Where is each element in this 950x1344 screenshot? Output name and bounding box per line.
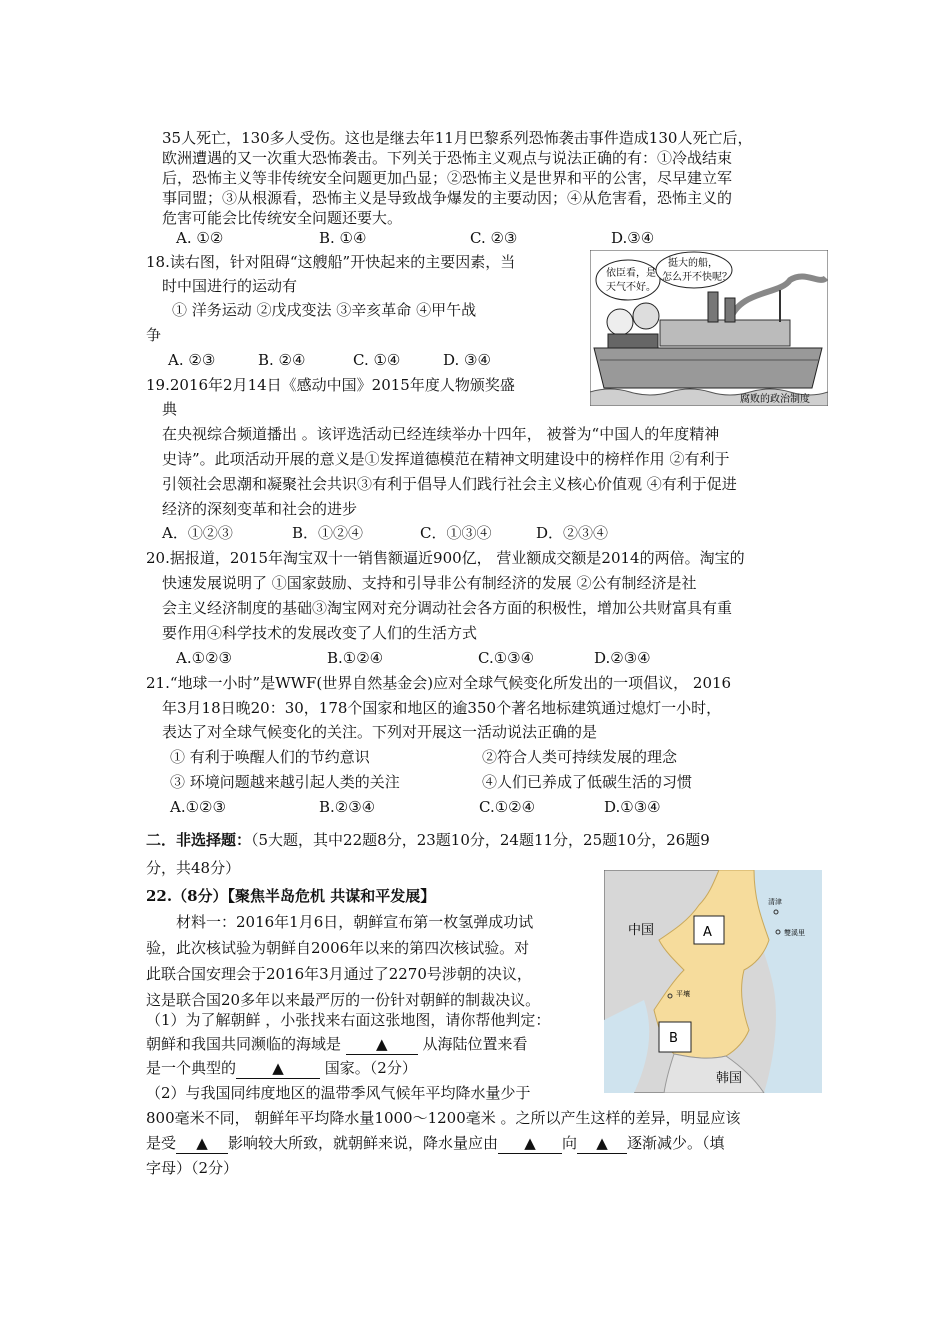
label-korea: 韩国 (716, 1071, 743, 1086)
q22-sub1-text: 朝鲜和我国共同濒临的海域是 (146, 1035, 346, 1053)
q19-line: 19.2016年2月14日《感动中国》2015年度人物颁奖盛 (146, 376, 515, 394)
q19-line: 在央视综合频道播出 。该评选活动已经连续举办十四年， 被誉为“中国人的年度精神 (162, 425, 720, 443)
ship-deck (660, 320, 790, 346)
korea-map (604, 870, 822, 1093)
q21-line: 年3月18日晚20：30，178个国家和地区的逾350个著名地标建筑通过熄灯一小时， (162, 699, 722, 717)
q17-line: 危害可能会比传统安全问题还要大。 (162, 209, 403, 227)
option-a[interactable]: A. ①② (176, 229, 224, 247)
ship-hull (594, 348, 822, 388)
q22-material-line: 这是联合国20多年以来最严厉的一份针对朝鲜的制裁决议。 (146, 991, 541, 1009)
option-b[interactable]: B.②③④ (319, 798, 376, 816)
q22-sub2-text: 逐渐减少。（填 (627, 1134, 725, 1152)
q21-statement: ① 有利于唤醒人们的节约意识 (170, 748, 370, 766)
q19-line: 经济的深刻变革和社会的进步 (162, 500, 358, 518)
q22-sub1-text: 是一个典型的 (146, 1059, 237, 1077)
ship-funnel-icon (725, 298, 735, 322)
city-label: 清津 (768, 898, 782, 906)
q17-line: 事同盟；③从根源看，恐怖主义是导致战争爆发的主要动因；④从危害看，恐怖主义的 (162, 189, 733, 207)
option-c[interactable]: C.①③④ (478, 649, 535, 667)
section2-line2: 分，共48分） (146, 859, 241, 877)
option-d[interactable]: D.②③④ (594, 649, 651, 667)
answer-blank[interactable]: ▲ (577, 1133, 627, 1154)
q22-sub2-line4: 字母）（2分） (146, 1159, 239, 1177)
q22-material-line: 验，此次核试验为朝鲜自2006年以来的第四次核试验。对 (146, 939, 530, 957)
option-a[interactable]: A. ②③ (168, 351, 216, 369)
q22-sub2-line1: （2）与我国同纬度地区的温带季风气候年平均降水量少于 (146, 1084, 531, 1102)
bubble-left-line1: 依臣看，是 (606, 268, 656, 279)
answer-blank[interactable]: ▲ (236, 1058, 320, 1079)
q22-sub1-text: 国家。（2分） (320, 1059, 417, 1077)
section2-desc: （5大题，其中22题8分，23题10分，24题11分，25题10分，26题9 (251, 831, 710, 849)
q22-sub1-line1: （1）为了解朝鲜 ，小张找来右面这张地图，请你帮他判定： (146, 1011, 551, 1029)
q20-line: 20.据报道，2015年淘宝双十一销售额逼近900亿， 营业额成交额是2014的两倍。淘宝的 (146, 549, 745, 567)
q17-line: 35人死亡，130多人受伤。这也是继去年11月巴黎系列恐怖袭击事件造成130人死亡后， (162, 129, 753, 147)
option-b[interactable]: B. ②④ (258, 351, 306, 369)
q21-statement: ③ 环境问题越来越引起人类的关注 (170, 773, 400, 791)
option-a[interactable]: A.①②③ (170, 798, 226, 816)
ship-funnel-icon (708, 292, 718, 322)
option-a[interactable]: A.①②③ (176, 649, 232, 667)
q21-statement: ④人们已养成了低碳生活的习惯 (482, 773, 693, 791)
option-d[interactable]: D.③④ (611, 229, 655, 247)
city-label: 雙溪里 (784, 929, 805, 937)
q22-sub2-line2: 800毫米不同， 朝鲜年平均降水量1000～1200毫米 。之所以产生这样的差异，明显应该 (146, 1109, 741, 1127)
answer-blank[interactable]: ▲ (346, 1034, 418, 1055)
figure-head-icon (633, 303, 659, 329)
option-c[interactable]: C．①③④ (420, 524, 492, 542)
q21-line: 表达了对全球气候变化的关注。下列对开展这一活动说法正确的是 (162, 723, 598, 741)
q22-sub2-text: 是受 (146, 1134, 177, 1152)
q22-sub1-line3 (146, 1058, 417, 1079)
q22-material-line: 此联合国安理会于2016年3月通过了2270号涉朝的决议， (146, 965, 532, 983)
ship-cartoon (590, 250, 828, 406)
option-c[interactable]: C.①②④ (479, 798, 536, 816)
figure-head-icon (607, 309, 633, 335)
answer-blank[interactable]: ▲ (176, 1133, 228, 1154)
option-b[interactable]: B. ①④ (319, 229, 367, 247)
q21-statement: ②符合人类可持续发展的理念 (482, 748, 678, 766)
section2-title: 二．非选择题： (146, 831, 252, 849)
option-d[interactable]: D.①③④ (604, 798, 661, 816)
option-d[interactable]: D. ③④ (443, 351, 491, 369)
q18-line: 18.读右图，针对阻碍“这艘船”开快起来的主要因素，当 (146, 253, 516, 271)
region-a-label: A (703, 925, 712, 940)
option-a[interactable]: A．①②③ (162, 524, 233, 542)
q22-sub2-text: 影响较大所致，就朝鲜来说，降水量应由 (228, 1134, 499, 1152)
q17-line: 欧洲遭遇的又一次重大恐怖袭击。下列关于恐怖主义观点与说法正确的有：①冷战结束 (162, 149, 733, 167)
q20-line: 要作用④科学技术的发展改变了人们的生活方式 (162, 624, 478, 642)
q22-sub2-line3 (146, 1133, 725, 1154)
hull-label: 腐败的政治制度 (740, 394, 810, 405)
city-label: 平壤 (676, 990, 690, 998)
q22-sub1-text: 从海陆位置来看 (417, 1035, 528, 1053)
option-d[interactable]: D．②③④ (536, 524, 609, 542)
q22-theme: 【聚焦半岛危机 共谋和平发展】 (227, 887, 436, 905)
q22-score: 22.（8分） (146, 887, 228, 905)
q18-line: 时中国进行的运动有 (162, 277, 298, 295)
q19-line: 典 (162, 400, 178, 418)
option-c[interactable]: C. ①④ (353, 351, 401, 369)
q21-line: 21.“地球一小时”是WWF(世界自然基金会)应对全球气候变化所发出的一项倡议， 2016 (146, 674, 732, 692)
speech-bubble-left (596, 260, 660, 300)
region-b-label: B (669, 1031, 678, 1046)
q19-line: 史诗”。此项活动开展的意义是①发挥道德模范在精神文明建设中的榜样作用 ②有利于 (162, 450, 730, 468)
bubble-right-line2: 怎么开不快呢？ (662, 272, 732, 283)
q22-sub2-text: 向 (562, 1134, 578, 1152)
q20-line: 会主义经济制度的基础③淘宝网对充分调动社会各方面的积极性，增加公共财富具有重 (162, 599, 733, 617)
q22-title (146, 886, 435, 906)
q22-sub1-line2 (146, 1034, 528, 1055)
q18-line: 争 (146, 326, 162, 344)
bubble-right-line1: 挺大的船， (668, 258, 718, 269)
label-china: 中国 (628, 923, 655, 938)
option-b[interactable]: B．①②④ (292, 524, 364, 542)
q20-line: 快速发展说明了 ①国家鼓励、支持和引导非公有制经济的发展 ②公有制经济是社 (162, 574, 697, 592)
option-b[interactable]: B.①②④ (327, 649, 384, 667)
section2-line1 (146, 830, 710, 850)
answer-blank[interactable]: ▲ (498, 1133, 562, 1154)
q19-line: 引领社会思潮和凝聚社会共识③有利于倡导人们践行社会主义核心价值观 ④有利于促进 (162, 475, 737, 493)
q18-line: ① 洋务运动 ②戊戌变法 ③辛亥革命 ④甲午战 (172, 301, 477, 319)
q17-line: 后，恐怖主义等非传统安全问题更加凸显；②恐怖主义是世界和平的公害，尽早建立军 (162, 169, 733, 187)
bubble-left-line2: 天气不好。 (606, 282, 656, 293)
q22-material-line: 材料一：2016年1月6日，朝鲜宣布第一枚氢弹成功试 (176, 913, 534, 931)
option-c[interactable]: C. ②③ (470, 229, 518, 247)
